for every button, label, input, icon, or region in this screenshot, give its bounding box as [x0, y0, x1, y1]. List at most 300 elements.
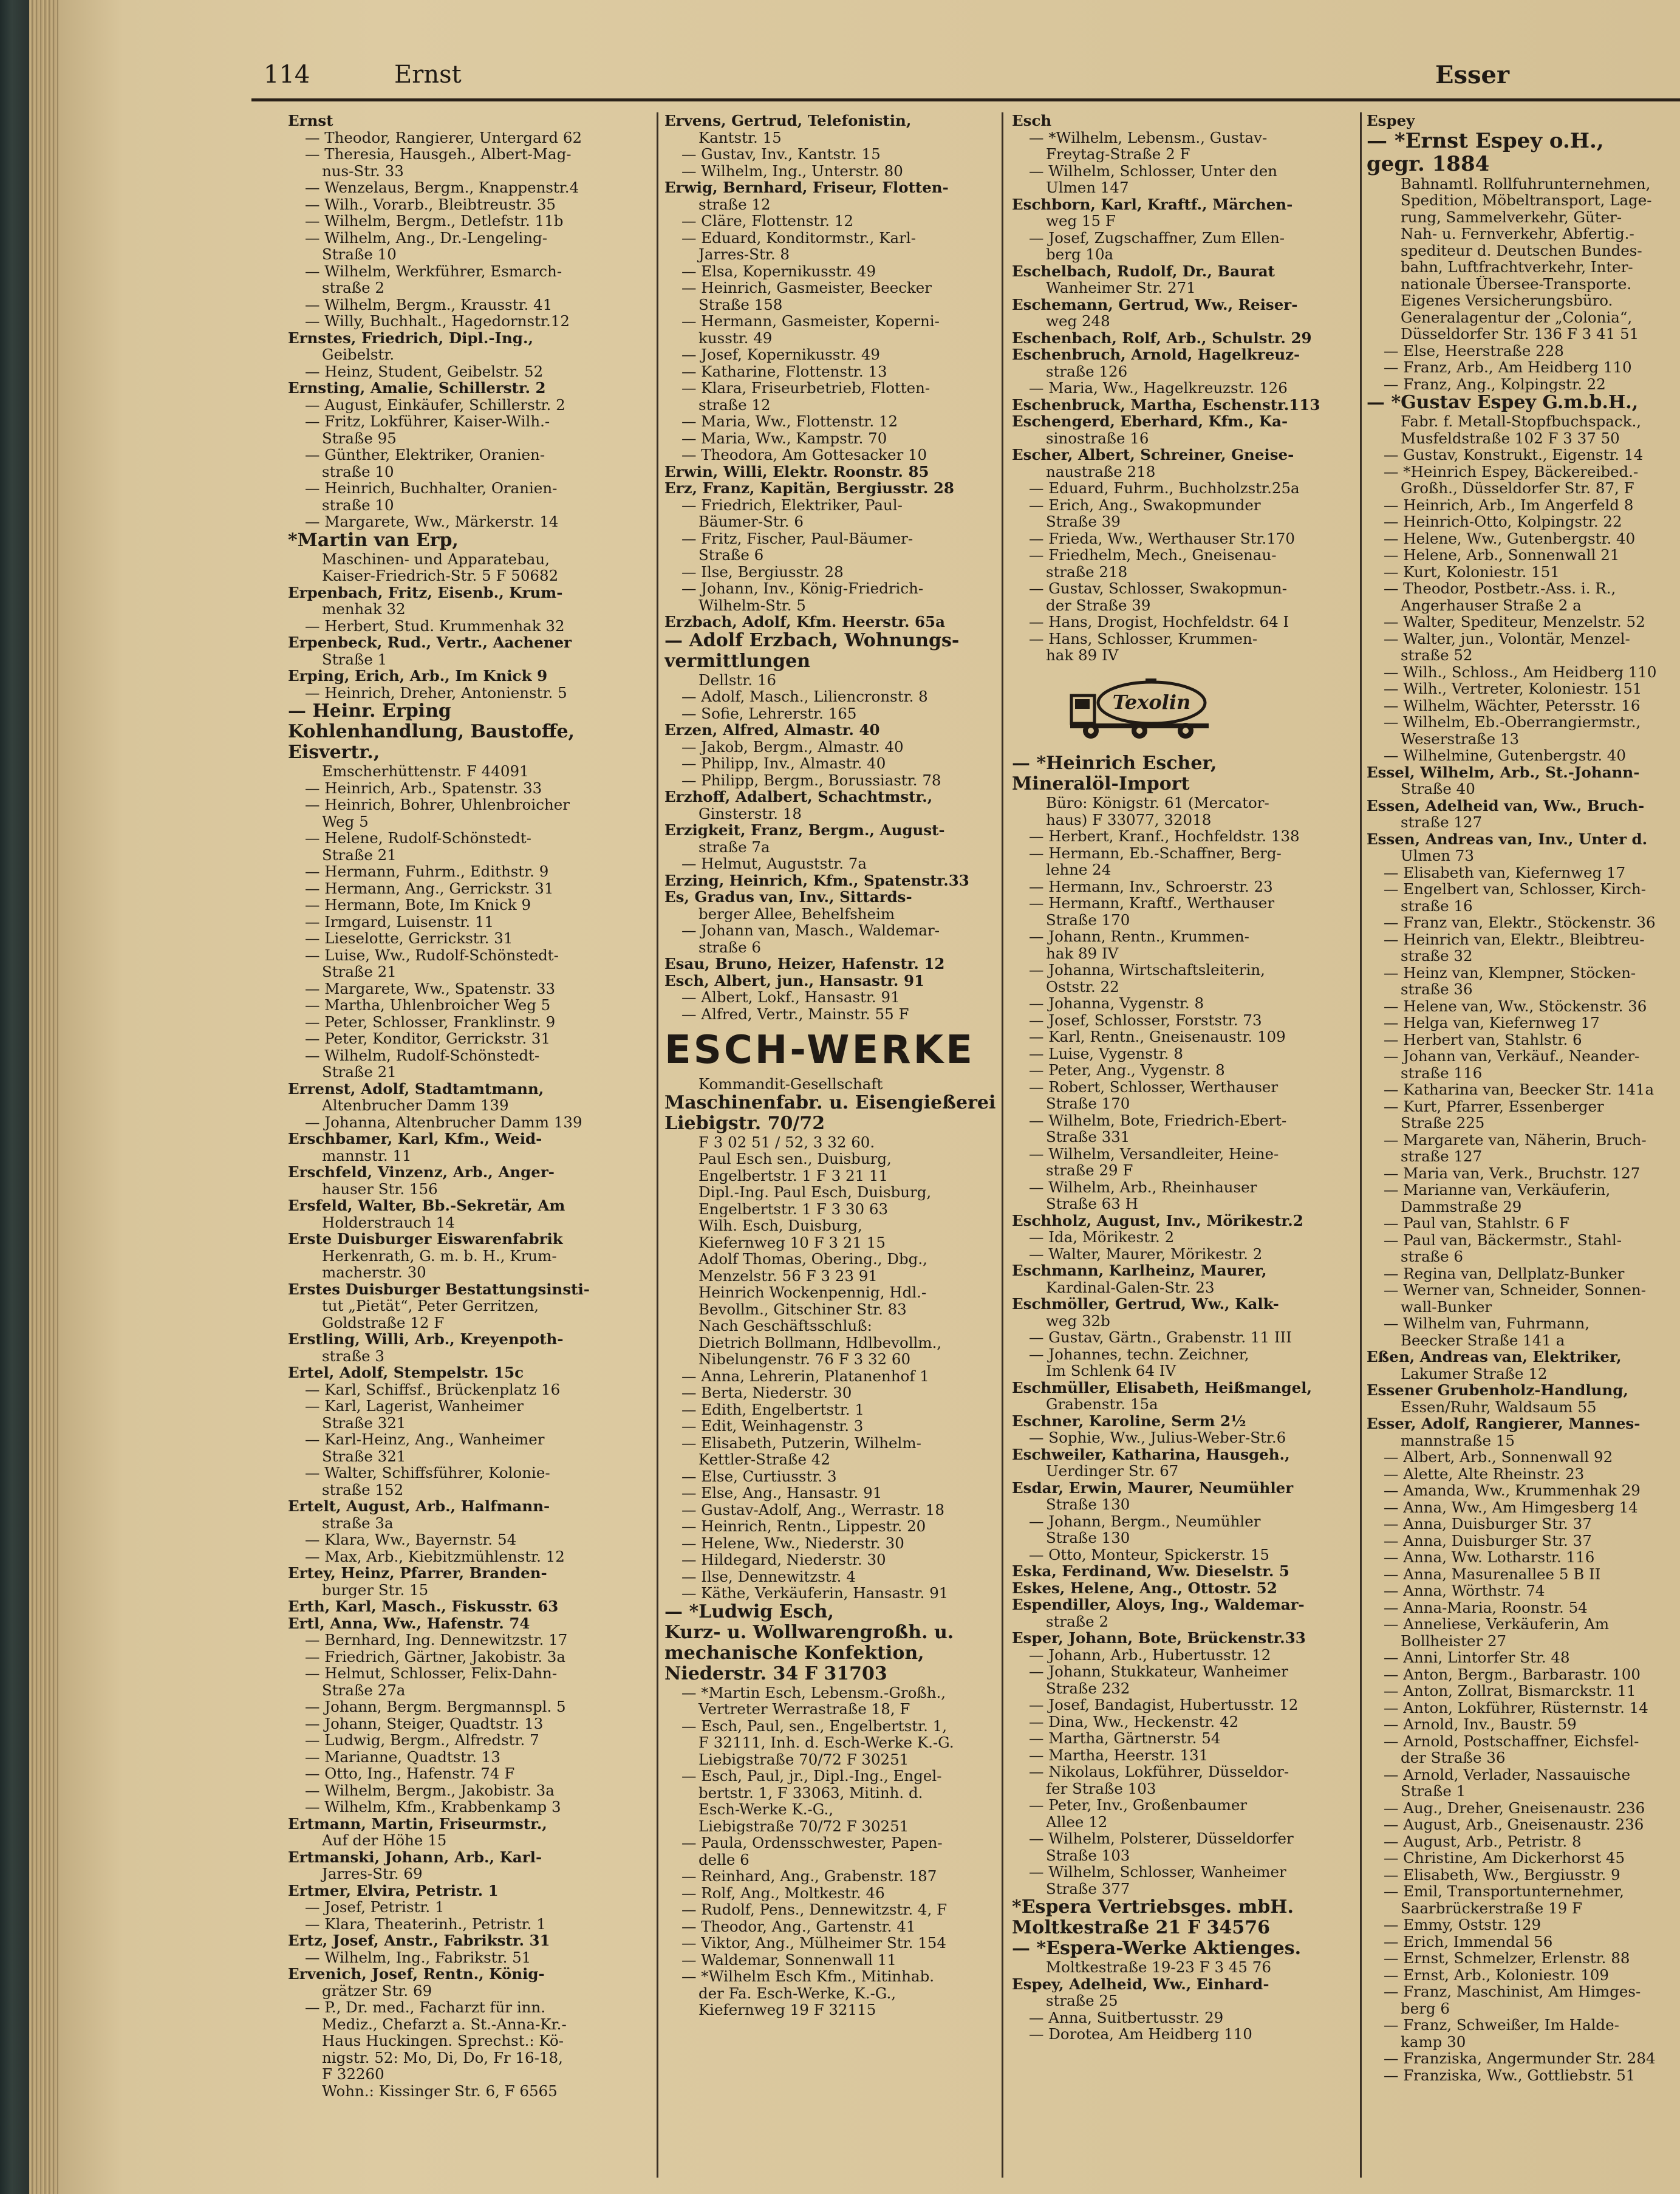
directory-entry: Ginsterstr. 18: [698, 805, 802, 822]
directory-entry: — Else, Curtiusstr. 3: [681, 1468, 837, 1485]
directory-entry: straße 218: [1046, 563, 1128, 580]
ad-heading: Niederstr. 34 F 31703: [664, 1663, 887, 1684]
directory-entry: — Emil, Transportunternehmer,: [1384, 1883, 1624, 1900]
directory-entry: — Walter, Schiffsführer, Kolonie-: [305, 1464, 550, 1481]
directory-entry: berg 6: [1401, 2000, 1450, 2017]
directory-entry: — Bernhard, Ing. Dennewitzstr. 17: [305, 1632, 568, 1649]
directory-entry: — Arnold, Verlader, Nassauische: [1384, 1766, 1631, 1783]
directory-entry: Dietrich Bollmann, Hdlbevollm.,: [698, 1334, 942, 1351]
directory-entry: — Johannes, techn. Zeichner,: [1029, 1345, 1249, 1362]
directory-entry: — Theodora, Am Gottesacker 10: [681, 446, 927, 463]
directory-entry: — Jakob, Bergm., Almastr. 40: [681, 738, 904, 755]
directory-entry: — Heinrich, Rentn., Lippestr. 20: [681, 1518, 926, 1535]
directory-entry: straße 152: [322, 1481, 404, 1498]
directory-entry: der Straße 36: [1401, 1749, 1506, 1766]
column-divider: [657, 112, 658, 2178]
directory-entry: — Theodor, Postbetr.-Ass. i. R.,: [1384, 580, 1616, 597]
directory-entry: Spedition, Möbeltransport, Lage-: [1401, 192, 1652, 209]
directory-entry: Eschmöller, Gertrud, Ww., Kalk-: [1012, 1296, 1279, 1313]
directory-entry: Kaiser-Friedrich-Str. 5 F 50682: [322, 567, 559, 584]
directory-entry: Erstling, Willi, Arb., Kreyenpoth-: [288, 1331, 564, 1348]
directory-entry: Erzhoff, Adalbert, Schachtmstr.,: [664, 788, 933, 805]
directory-entry: — Wilhelm, Bergm., Jakobistr. 3a: [305, 1782, 555, 1799]
directory-entry: Büro: Königstr. 61 (Mercator-: [1046, 795, 1269, 812]
directory-entry: — Hermann, Inv., Schroerstr. 23: [1029, 878, 1273, 895]
directory-entry: Wanheimer Str. 271: [1046, 279, 1196, 296]
directory-entry: Kettler-Straße 42: [698, 1451, 830, 1468]
directory-entry: Jarres-Str. 8: [698, 246, 790, 263]
directory-entry: — Anna, Duisburger Str. 37: [1384, 1516, 1592, 1533]
directory-entry: weg 15 F: [1046, 213, 1116, 230]
directory-entry: Eschengerd, Eberhard, Kfm., Ka-: [1012, 413, 1288, 430]
directory-entry: Espey, Adelheid, Ww., Einhard-: [1012, 1975, 1269, 1992]
texolin-brand-text: Texolin: [1112, 690, 1191, 714]
directory-entry: — Reinhard, Ang., Grabenstr. 187: [681, 1868, 937, 1885]
directory-entry: Bahnamtl. Rollfuhrunternehmen,: [1401, 175, 1651, 192]
ad-heading: mechanische Konfektion,: [664, 1642, 924, 1664]
directory-entry: — Ludwig, Bergm., Alfredstr. 7: [305, 1732, 539, 1749]
directory-entry: Liebigstraße 70/72 F 30251: [698, 1817, 909, 1834]
directory-entry: — Otto, Monteur, Spickerstr. 15: [1029, 1546, 1269, 1563]
directory-entry: Eschelbach, Rudolf, Dr., Baurat: [1012, 262, 1275, 279]
directory-entry: straße 3: [322, 1347, 384, 1364]
directory-entry: — Heinz van, Klempner, Stöcken-: [1384, 964, 1636, 981]
directory-entry: — Hermann, Gasmeister, Koperni-: [681, 313, 940, 330]
directory-entry: — Theodor, Ang., Gartenstr. 41: [681, 1918, 916, 1935]
directory-entry: Ertmanski, Johann, Arb., Karl-: [288, 1848, 542, 1865]
directory-entry: — August, Arb., Gneisenaustr. 236: [1384, 1816, 1644, 1833]
directory-entry: — Friedrich, Gärtner, Jakobistr. 3a: [305, 1648, 566, 1665]
directory-entry: — Franz, Arb., Am Heidberg 110: [1384, 359, 1632, 376]
directory-entry: Herkenrath, G. m. b. H., Krum-: [322, 1247, 557, 1264]
directory-entry: Essen, Adelheid van, Ww., Bruch-: [1367, 797, 1645, 814]
directory-entry: — Anni, Lintorfer Str. 48: [1384, 1649, 1570, 1666]
directory-entry: — Arnold, Postschaffner, Eichsfel-: [1384, 1732, 1639, 1749]
directory-entry: — Lieselotte, Gerrickstr. 31: [305, 930, 513, 947]
directory-entry: — Anna, Ww., Am Himgesberg 14: [1384, 1499, 1638, 1516]
directory-entry: Geibelstr.: [322, 346, 395, 363]
directory-entry: straße 12: [698, 396, 771, 413]
directory-entry: — Sophie, Ww., Julius-Weber-Str.6: [1029, 1429, 1286, 1446]
directory-entry: Eschmüller, Elisabeth, Heißmangel,: [1012, 1379, 1313, 1396]
ad-heading: — Heinr. Erping: [288, 701, 451, 722]
directory-entry: — Wilhelm, Rudolf-Schönstedt-: [305, 1047, 540, 1064]
directory-entry: — Wilhelm, Werkführer, Esmarch-: [305, 262, 562, 279]
directory-entry: Esau, Bruno, Heizer, Hafenstr. 12: [664, 955, 945, 972]
directory-entry: — Helene, Ww., Niederstr. 30: [681, 1534, 904, 1551]
directory-entry: Freytag-Straße 2 F: [1046, 146, 1190, 163]
directory-entry: Straße 95: [322, 429, 397, 446]
directory-entry: Bäumer-Str. 6: [698, 513, 804, 530]
directory-entry: — August, Arb., Petristr. 8: [1384, 1833, 1582, 1850]
directory-entry: Erz, Franz, Kapitän, Bergiusstr. 28: [664, 480, 954, 497]
directory-entry: Lakumer Straße 12: [1401, 1365, 1548, 1382]
directory-entry: straße 127: [1401, 814, 1483, 831]
ad-heading: Kohlenhandlung, Baustoffe,: [288, 722, 575, 742]
directory-entry: Nah- u. Fernverkehr, Abfertig.-: [1401, 225, 1634, 242]
directory-entry: straße 7a: [698, 838, 770, 855]
directory-entry: Straße 40: [1401, 781, 1475, 798]
directory-entry: — Gustav-Adolf, Ang., Werrastr. 18: [681, 1501, 944, 1518]
directory-entry: — Dorotea, Am Heidberg 110: [1029, 2026, 1252, 2043]
directory-entry: Ulmen 73: [1401, 847, 1474, 864]
directory-entry: Ersfeld, Walter, Bb.-Sekretär, Am: [288, 1197, 565, 1214]
directory-entry: Straße 21: [322, 963, 397, 980]
directory-entry: sinostraße 16: [1046, 429, 1149, 446]
directory-entry: Esdar, Erwin, Maurer, Neumühler: [1012, 1479, 1294, 1496]
directory-entry: — Kurt, Pfarrer, Essenberger: [1384, 1098, 1604, 1115]
directory-entry: — Wilhelm, Arb., Rheinhauser: [1029, 1178, 1257, 1195]
directory-entry: — Cläre, Flottenstr. 12: [681, 213, 854, 230]
directory-entry: Essen, Andreas van, Inv., Unter d.: [1367, 830, 1648, 847]
running-head-left: Ernst: [394, 61, 462, 89]
directory-entry: — Johann, Rentn., Krummen-: [1029, 928, 1249, 945]
directory-entry: — Klara, Friseurbetrieb, Flotten-: [681, 380, 930, 397]
directory-entry: Erschfeld, Vinzenz, Arb., Anger-: [288, 1164, 555, 1181]
directory-entry: — Hermann, Ang., Gerrickstr. 31: [305, 880, 554, 897]
directory-entry: straße 6: [1401, 1248, 1463, 1265]
directory-entry: burger Str. 15: [322, 1581, 429, 1598]
directory-entry: — Willy, Buchhalt., Hagedornstr.12: [305, 313, 570, 330]
directory-entry: grätzer Str. 69: [322, 1982, 432, 1999]
directory-entry: — Fritz, Lokführer, Kaiser-Wilh.-: [305, 413, 550, 430]
directory-entry: — Klara, Ww., Bayernstr. 54: [305, 1531, 517, 1548]
page-edges: [29, 0, 60, 2194]
directory-entry: Ernstes, Friedrich, Dipl.-Ing.,: [288, 329, 533, 346]
directory-entry: Beecker Straße 141 a: [1401, 1331, 1565, 1348]
directory-entry: haus) F 33077, 32018: [1046, 811, 1212, 828]
directory-entry: — Max, Arb., Kiebitzmühlenstr. 12: [305, 1548, 565, 1565]
directory-entry: — Rudolf, Pens., Dennewitzstr. 4, F: [681, 1901, 948, 1918]
directory-entry: Ervens, Gertrud, Telefonistin,: [664, 112, 912, 129]
directory-entry: — Paula, Ordensschwester, Papen-: [681, 1834, 943, 1851]
directory-entry: — Herbert van, Stahlstr. 6: [1384, 1031, 1582, 1048]
directory-entry: Weserstraße 13: [1401, 730, 1520, 747]
directory-entry: Paul Esch sen., Duisburg,: [698, 1150, 892, 1167]
directory-entry: — Wilh., Schloss., Am Heidberg 110: [1384, 663, 1657, 680]
directory-entry: — Edith, Engelbertstr. 1: [681, 1401, 864, 1418]
directory-entry: Escher, Albert, Schreiner, Gneise-: [1012, 446, 1294, 463]
directory-entry: Wilhelm-Str. 5: [698, 596, 806, 613]
directory-entry: straße 52: [1401, 647, 1473, 664]
directory-entry: Straße 170: [1046, 911, 1130, 928]
directory-entry: — Robert, Schlosser, Werthauser: [1029, 1078, 1279, 1095]
directory-entry: — Paul van, Stahlstr. 6 F: [1384, 1215, 1569, 1232]
directory-entry: Eschweiler, Katharina, Hausgeh.,: [1012, 1446, 1290, 1463]
directory-entry: — Johann, Arb., Hubertusstr. 12: [1029, 1646, 1271, 1663]
directory-entry: Mediz., Chefarzt a. St.-Anna-Kr.-: [322, 2015, 567, 2032]
directory-entry: — Esch, Paul, jr., Dipl.-Ing., Engel-: [681, 1768, 942, 1785]
directory-entry: Ertmer, Elvira, Petristr. 1: [288, 1882, 499, 1899]
directory-entry: Weg 5: [322, 813, 369, 830]
directory-entry: Straße 6: [698, 547, 764, 564]
directory-entry: — Martha, Uhlenbroicher Weg 5: [305, 997, 551, 1014]
directory-entry: — Peter, Konditor, Gerrickstr. 31: [305, 1030, 551, 1047]
directory-entry: straße 2: [1046, 1613, 1108, 1630]
directory-entry: — Philipp, Bergm., Borussiastr. 78: [681, 771, 941, 788]
directory-entry: Musfeldstraße 102 F 3 37 50: [1401, 429, 1620, 446]
directory-entry: — Anna, Wörthstr. 74: [1384, 1582, 1545, 1599]
directory-entry: — Franz, Schweißer, Im Halde-: [1384, 2017, 1619, 2034]
column-4: [1367, 112, 1680, 2190]
directory-entry: — Wilhelm, Ang., Dr.-Lengeling-: [305, 229, 548, 246]
directory-entry: — Helene, Arb., Sonnenwall 21: [1384, 547, 1620, 564]
directory-entry: straße 2: [322, 279, 384, 296]
ad-heading: Kurz- u. Wollwarengroßh. u.: [664, 1622, 954, 1643]
directory-entry: Ulmen 147: [1046, 179, 1129, 196]
directory-entry: straße 12: [698, 196, 771, 213]
directory-entry: — Maria, Ww., Kampstr. 70: [681, 429, 887, 446]
directory-entry: Goldstraße 12 F: [322, 1314, 445, 1331]
directory-entry: — Elisabeth, Ww., Bergiusstr. 9: [1384, 1866, 1620, 1883]
directory-entry: Nach Geschäftsschluß:: [698, 1317, 872, 1335]
directory-entry: — Hans, Drogist, Hochfeldstr. 64 I: [1029, 613, 1289, 631]
directory-entry: — Josef, Zugschaffner, Zum Ellen-: [1029, 229, 1285, 246]
directory-entry: Nibelungenstr. 76 F 3 32 60: [698, 1351, 911, 1368]
directory-entry: — Wilhelm, Versandleiter, Heine-: [1029, 1145, 1279, 1162]
directory-entry: — Johanna, Altenbrucher Damm 139: [305, 1113, 582, 1130]
directory-entry: Kantstr. 15: [698, 129, 782, 146]
directory-entry: — Wilhelmine, Gutenbergstr. 40: [1384, 747, 1626, 764]
directory-entry: — Erich, Immendal 56: [1384, 1933, 1553, 1950]
directory-entry: Erpenbeck, Rud., Vertr., Aachener: [288, 634, 572, 651]
column-2: [664, 112, 997, 2190]
directory-entry: Esch-Werke K.-G.,: [698, 1801, 834, 1818]
directory-entry: Straße 103: [1046, 1847, 1130, 1864]
directory-entry: — *Wilhelm Esch Kfm., Mitinhab.: [681, 1968, 935, 1985]
directory-entry: Eschenbach, Rolf, Arb., Schulstr. 29: [1012, 329, 1312, 346]
directory-entry: — Karl, Schiffsf., Brückenplatz 16: [305, 1381, 561, 1398]
directory-entry: Ertmann, Martin, Friseurmstr.,: [288, 1815, 547, 1832]
directory-entry: Es, Gradus van, Inv., Sittards-: [664, 889, 912, 906]
directory-entry: — Heinrich, Buchhalter, Oranien-: [305, 480, 558, 497]
directory-entry: Eschenbruch, Arnold, Hagelkreuz-: [1012, 346, 1300, 363]
directory-entry: Erstes Duisburger Bestattungsinsti-: [288, 1280, 590, 1297]
directory-entry: — Franz, Maschinist, Am Himges-: [1384, 1983, 1641, 2000]
directory-entry: — Josef, Kopernikusstr. 49: [681, 346, 880, 363]
directory-entry: — Klara, Theaterinh., Petristr. 1: [305, 1915, 546, 1932]
directory-entry: — Erich, Ang., Swakopmunder: [1029, 496, 1261, 513]
directory-entry: Erping, Erich, Arb., Im Knick 9: [288, 668, 548, 685]
directory-entry: menhak 32: [322, 601, 406, 618]
directory-entry: Eschborn, Karl, Kraftf., Märchen-: [1012, 196, 1293, 213]
directory-entry: — Hans, Schlosser, Krummen-: [1029, 630, 1258, 647]
directory-entry: Erste Duisburger Eiswarenfabrik: [288, 1231, 563, 1248]
directory-entry: — Heinrich, Gasmeister, Beecker: [681, 279, 932, 296]
directory-entry: — Franz van, Elektr., Stöckenstr. 36: [1384, 914, 1656, 931]
directory-entry: — Fritz, Fischer, Paul-Bäumer-: [681, 530, 913, 547]
directory-entry: — Wilhelm, Schlosser, Unter den: [1029, 162, 1277, 179]
directory-entry: — Amanda, Ww., Krummenhak 29: [1384, 1482, 1641, 1499]
directory-entry: — Karl-Heinz, Ang., Wanheimer: [305, 1431, 545, 1448]
directory-entry: Wilh. Esch, Duisburg,: [698, 1217, 862, 1234]
directory-entry: — Heinrich, Arb., Im Angerfeld 8: [1384, 496, 1634, 513]
directory-entry: Haus Huckingen. Sprechst.: Kö-: [322, 2032, 564, 2049]
directory-entry: — Wilhelm van, Fuhrmann,: [1384, 1315, 1590, 1332]
directory-entry: — Wilh., Vertreter, Koloniestr. 151: [1384, 680, 1642, 697]
directory-entry: — Wilhelm, Kfm., Krabbenkamp 3: [305, 1799, 561, 1816]
directory-entry: — Heinz, Student, Geibelstr. 52: [305, 363, 544, 380]
directory-entry: — Peter, Inv., Großenbaumer: [1029, 1797, 1248, 1814]
directory-entry: — Hermann, Eb.-Schaffner, Berg-: [1029, 844, 1282, 861]
directory-entry: — Werner van, Schneider, Sonnen-: [1384, 1282, 1647, 1299]
directory-entry: Bevollm., Gitschiner Str. 83: [698, 1300, 907, 1317]
directory-entry: mannstraße 15: [1401, 1432, 1515, 1449]
directory-entry: Grabenstr. 15a: [1046, 1396, 1158, 1413]
directory-entry: weg 32b: [1046, 1312, 1110, 1329]
directory-entry: — Berta, Niederstr. 30: [681, 1384, 852, 1401]
directory-entry: Wohn.: Kissinger Str. 6, F 6565: [322, 2082, 558, 2099]
directory-entry: — Franziska, Angermunder Str. 284: [1384, 2050, 1656, 2067]
directory-entry: Menzelstr. 56 F 3 23 91: [698, 1267, 878, 1284]
directory-entry: Errenst, Adolf, Stadtamtmann,: [288, 1080, 544, 1097]
directory-entry: Essel, Wilhelm, Arb., St.-Johann-: [1367, 764, 1640, 781]
directory-entry: Oststr. 22: [1046, 978, 1119, 995]
directory-entry: Essen/Ruhr, Waldsaum 55: [1401, 1398, 1597, 1415]
directory-entry: Esper, Johann, Bote, Brückenstr.33: [1012, 1630, 1306, 1647]
directory-entry: — Wilhelm, Bergm., Krausstr. 41: [305, 296, 553, 313]
directory-entry: straße 116: [1401, 1064, 1483, 1081]
directory-entry: — Franziska, Ww., Gottliebstr. 51: [1384, 2066, 1636, 2083]
directory-entry: Generalagentur der „Colonia“,: [1401, 309, 1633, 326]
column-divider: [1360, 112, 1362, 2178]
directory-entry: Eska, Ferdinand, Ww. Dieselstr. 5: [1012, 1563, 1289, 1580]
directory-entry: bertstr. 1, F 33063, Mitinh. d.: [698, 1784, 923, 1801]
directory-entry: straße 6: [698, 938, 761, 955]
directory-entry: — Walter, jun., Volontär, Menzel-: [1384, 630, 1630, 647]
ad-heading: *Espera Vertriebsges. mbH.: [1012, 1897, 1294, 1918]
directory-entry: — Martha, Heerstr. 131: [1029, 1746, 1209, 1763]
directory-entry: — Rolf, Ang., Moltkestr. 46: [681, 1884, 885, 1901]
directory-entry: hak 89 IV: [1046, 647, 1119, 664]
directory-entry: — Johann van, Verkäuf., Neander-: [1384, 1048, 1640, 1065]
directory-entry: — Hildegard, Niederstr. 30: [681, 1551, 886, 1568]
ad-heading: Maschinenfabr. u. Eisengießerei: [664, 1092, 996, 1113]
directory-entry: — Christine, Am Dickerhorst 45: [1384, 1850, 1625, 1867]
directory-entry: macherstr. 30: [322, 1264, 426, 1281]
directory-entry: — Marianne van, Verkäuferin,: [1384, 1181, 1611, 1198]
directory-entry: straße 36: [1401, 981, 1473, 998]
directory-entry: — Ida, Mörikestr. 2: [1029, 1229, 1175, 1246]
directory-entry: Auf der Höhe 15: [322, 1832, 447, 1849]
directory-entry: tut „Pietät“, Peter Gerritzen,: [322, 1297, 539, 1314]
directory-entry: — Engelbert van, Schlosser, Kirch-: [1384, 881, 1647, 898]
directory-entry: — Elsa, Kopernikusstr. 49: [681, 262, 876, 279]
directory-entry: Adolf Thomas, Obering., Dbg.,: [698, 1251, 927, 1268]
directory-entry: — Gustav, Inv., Kantstr. 15: [681, 146, 881, 163]
directory-entry: — Anna, Suitbertusstr. 29: [1029, 2009, 1224, 2026]
directory-entry: Straße 170: [1046, 1095, 1130, 1112]
directory-entry: Straße 21: [322, 1064, 397, 1081]
directory-entry: Eigenes Versicherungsbüro.: [1401, 292, 1613, 309]
directory-entry: — Adolf, Masch., Liliencronstr. 8: [681, 688, 928, 705]
directory-entry: Dammstraße 29: [1401, 1198, 1522, 1215]
directory-entry: — Ernst, Arb., Koloniestr. 109: [1384, 1966, 1609, 1983]
ad-heading: — *Espera-Werke Aktienges.: [1012, 1938, 1302, 1959]
directory-entry: — Anton, Zollrat, Bismarckstr. 11: [1384, 1683, 1636, 1700]
directory-entry: — Alfred, Vertr., Mainstr. 55 F: [681, 1005, 909, 1022]
directory-entry: — Waldemar, Sonnenwall 11: [681, 1951, 896, 1968]
directory-entry: — Walter, Spediteur, Menzelstr. 52: [1384, 613, 1645, 631]
directory-entry: Ernsting, Amalie, Schillerstr. 2: [288, 380, 546, 397]
directory-entry: der Fa. Esch-Werke, K.-G.,: [698, 1984, 896, 2001]
directory-entry: — Esch, Paul, sen., Engelbertstr. 1,: [681, 1717, 948, 1734]
directory-entry: — Margarete, Ww., Spatenstr. 33: [305, 980, 556, 997]
running-head-right: Esser: [1435, 61, 1510, 89]
directory-entry: — Wilhelm, Schlosser, Wanheimer: [1029, 1864, 1286, 1881]
directory-entry: — Wilhelm, Wächter, Petersstr. 16: [1384, 697, 1641, 714]
directory-entry: — Josef, Schlosser, Forststr. 73: [1029, 1011, 1262, 1028]
directory-entry: Jarres-Str. 69: [322, 1865, 423, 1882]
directory-entry: Straße 21: [322, 846, 397, 863]
directory-entry: — Wilhelm, Eb.-Oberrangiermstr.,: [1384, 714, 1641, 731]
directory-entry: — Hermann, Fuhrm., Edithstr. 9: [305, 863, 549, 880]
directory-entry: Erth, Karl, Masch., Fiskusstr. 63: [288, 1598, 559, 1615]
directory-entry: — Gustav, Gärtn., Grabenstr. 11 III: [1029, 1329, 1292, 1346]
directory-entry: lehne 24: [1046, 861, 1111, 878]
directory-entry: — Helene, Ww., Gutenbergstr. 40: [1384, 530, 1636, 547]
directory-entry: Straße 1: [1401, 1783, 1466, 1800]
directory-entry: rung, Sammelverkehr, Güter-: [1401, 208, 1622, 225]
directory-entry: Erzing, Heinrich, Kfm., Spatenstr.33: [664, 872, 969, 889]
directory-entry: — Margarete, Ww., Märkerstr. 14: [305, 513, 559, 530]
directory-entry: Straße 10: [322, 246, 397, 263]
directory-entry: — Eduard, Konditormstr., Karl-: [681, 229, 916, 246]
ad-heading: gegr. 1884: [1367, 152, 1490, 176]
directory-entry: — Marianne, Quadtstr. 13: [305, 1748, 500, 1765]
header-rule: [251, 98, 1680, 101]
directory-entry: Erwig, Bernhard, Friseur, Flotten-: [664, 179, 949, 196]
directory-entry: — Elisabeth, Putzerin, Wilhelm-: [681, 1434, 921, 1451]
directory-entry: — Helga van, Kiefernweg 17: [1384, 1014, 1600, 1031]
directory-entry: — Sofie, Lehrerstr. 165: [681, 705, 857, 722]
directory-entry: — Helmut, Auguststr. 7a: [681, 855, 867, 872]
directory-entry: Fabr. f. Metall-Stopfbuchspack.,: [1401, 413, 1642, 430]
directory-entry: — Luise, Ww., Rudolf-Schönstedt-: [305, 946, 559, 963]
column-3: [1012, 112, 1357, 2190]
directory-entry: — Maria, Ww., Hagelkreuzstr. 126: [1029, 380, 1288, 397]
directory-entry: — Heinrich van, Elektr., Bleibtreu-: [1384, 931, 1645, 948]
directory-entry: Straße 1: [322, 651, 388, 668]
directory-entry: — *Heinrich Espey, Bäckereibed.-: [1384, 463, 1639, 480]
directory-entry: Kiefernweg 19 F 32115: [698, 2001, 876, 2018]
directory-entry: Erschbamer, Karl, Kfm., Weid-: [288, 1130, 542, 1147]
directory-entry: — Paul van, Bäckermstr., Stahl-: [1384, 1231, 1622, 1248]
directory-entry: — Elisabeth van, Kiefernweg 17: [1384, 864, 1626, 881]
directory-entry: Angerhauser Straße 2 a: [1401, 596, 1582, 613]
directory-entry: Essener Grubenholz-Handlung,: [1367, 1382, 1628, 1399]
directory-entry: Ertey, Heinz, Pfarrer, Branden-: [288, 1565, 547, 1582]
directory-entry: straße 29 F: [1046, 1162, 1133, 1179]
directory-entry: — Emmy, Oststr. 129: [1384, 1916, 1542, 1933]
directory-entry: kusstr. 49: [698, 329, 773, 346]
directory-entry: — Viktor, Ang., Mülheimer Str. 154: [681, 1935, 946, 1952]
directory-entry: straße 16: [1401, 897, 1473, 914]
directory-entry: Ernst: [288, 112, 333, 129]
ad-heading: Moltkestraße 21 F 34576: [1012, 1918, 1270, 1938]
directory-entry: — Anna-Maria, Roonstr. 54: [1384, 1599, 1588, 1616]
directory-entry: Im Schlenk 64 IV: [1046, 1362, 1176, 1379]
directory-entry: berg 10a: [1046, 246, 1114, 263]
directory-entry: — Peter, Schlosser, Franklinstr. 9: [305, 1013, 556, 1030]
directory-entry: — Albert, Lokf., Hansastr. 91: [681, 989, 900, 1006]
directory-entry: — Helmut, Schlosser, Felix-Dahn-: [305, 1665, 558, 1682]
directory-entry: — Friedrich, Elektriker, Paul-: [681, 496, 903, 513]
directory-entry: Straße 377: [1046, 1880, 1130, 1897]
directory-entry: — Josef, Bandagist, Hubertusstr. 12: [1029, 1697, 1299, 1714]
directory-entry: — Maria, Ww., Flottenstr. 12: [681, 413, 898, 430]
directory-entry: wall-Bunker: [1401, 1298, 1492, 1315]
